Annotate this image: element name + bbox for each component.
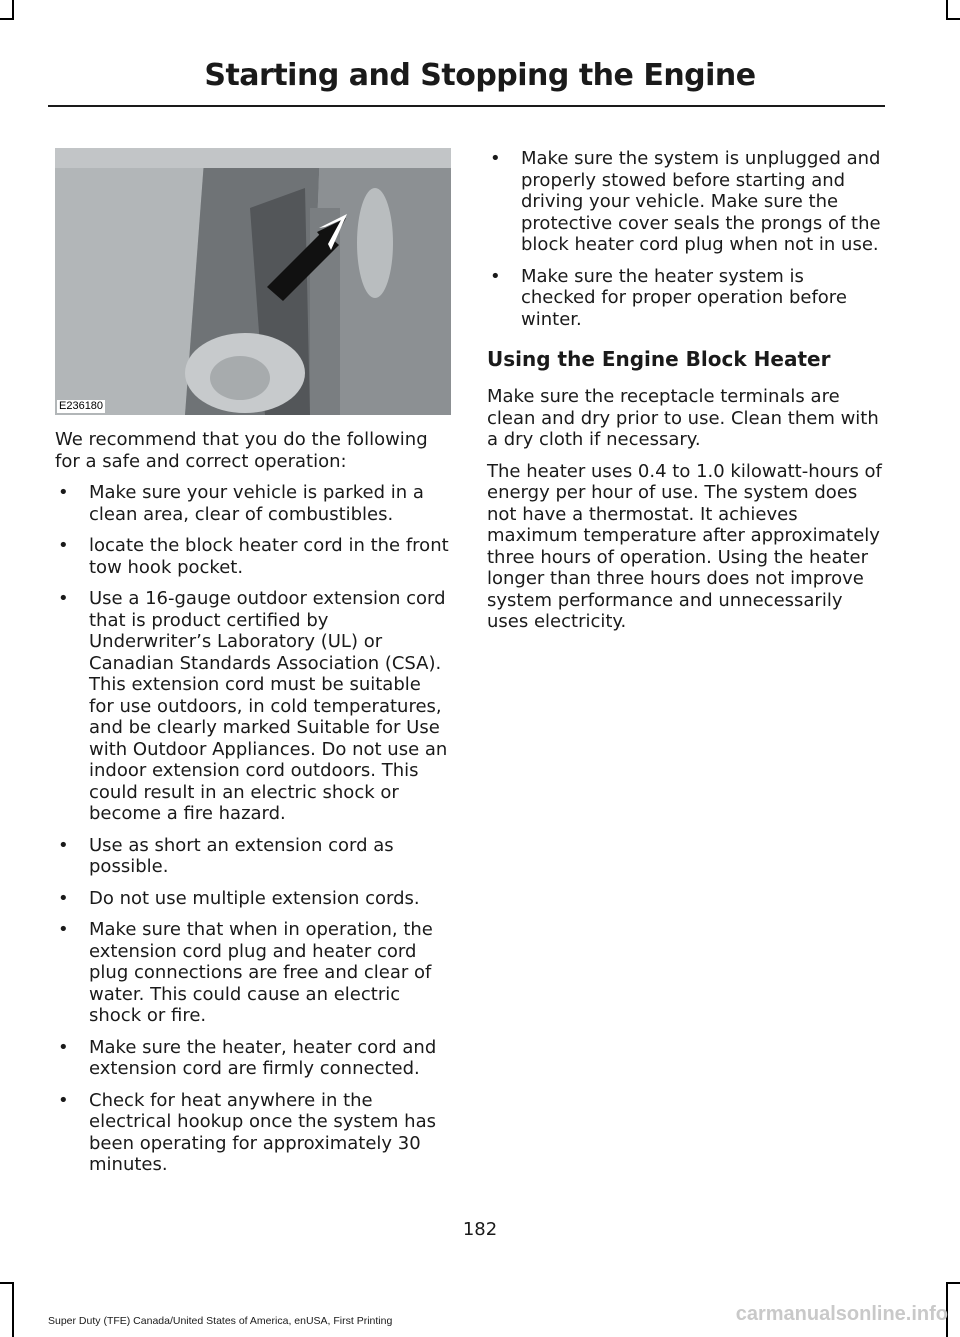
figure-code-label: E236180 <box>59 400 104 412</box>
bullet-icon: • <box>58 588 69 609</box>
list-item: • locate the block heater cord in the front tow hook pocket. <box>58 535 449 578</box>
edition-footer: Super Duty (TFE) Canada/United States of America, enUSA, First Printing <box>48 1315 393 1327</box>
crop-mark-top-left-v <box>12 0 14 20</box>
list-item: • Check for heat anywhere in the electrical hookup once the system has been operating for approximately 30 minutes. <box>58 1089 437 1175</box>
crop-mark-bottom-right-h <box>946 1282 960 1284</box>
bullet-icon: • <box>58 1036 69 1058</box>
bullet-icon: • <box>58 1089 69 1111</box>
intro-paragraph: We recommend that you do the following for a safe and correct operation: <box>55 429 428 472</box>
vehicle-front-illustration <box>55 148 451 415</box>
bullet-icon: • <box>58 482 69 503</box>
bullet-icon: • <box>58 834 69 856</box>
heater-cord-figure <box>55 148 451 415</box>
bullet-icon: • <box>58 535 69 556</box>
safety-bullet-list <box>55 482 451 1176</box>
bullet-icon: • <box>58 887 69 909</box>
crop-mark-top-right-v <box>946 0 948 20</box>
list-item: • Make sure the heater system is checked for proper operation before winter. <box>490 265 847 330</box>
right-column <box>487 148 882 643</box>
page-number: 182 <box>462 1219 498 1240</box>
body-paragraph: Make sure the receptacle terminals are clean and dry prior to use. Clean them with a dry cloth if necessary. <box>487 386 879 450</box>
body-paragraph: The heater uses 0.4 to 1.0 kilowatt-hours of energy per hour of use. The system does not have a thermostat. It achieves maximum temperature after approximately three hours of operation. Using the heater longer than three hours does not improve system performance and unnecessarily uses electricity. <box>487 460 882 632</box>
bullet-icon: • <box>58 919 69 940</box>
list-item: • Make sure your vehicle is parked in a clean area, clear of combustibles. <box>58 482 424 525</box>
stowage-bullet-list <box>487 148 882 330</box>
left-column <box>55 148 451 1186</box>
list-item: • Do not use multiple extension cords. <box>58 887 420 909</box>
bullet-icon: • <box>490 148 501 169</box>
crop-mark-top-left-h <box>0 18 14 20</box>
list-item: • Use as short an extension cord as possible. <box>58 834 394 877</box>
list-item: • Make sure the heater, heater cord and extension cord are firmly connected. <box>58 1036 437 1079</box>
list-item: • Make sure the system is unplugged and properly stowed before starting and driving your vehicle. Make sure the protective cover seals the prongs of the block heater cord plug when not in use. <box>490 148 881 255</box>
crop-mark-top-right-h <box>946 18 960 20</box>
watermark: carmanualsonline.info <box>735 1303 948 1325</box>
section-heading: Using the Engine Block Heater <box>487 347 831 371</box>
crop-mark-bottom-left-h <box>0 1282 14 1284</box>
page-title: Starting and Stopping the Engine <box>204 58 756 93</box>
header-divider <box>48 105 885 107</box>
bullet-icon: • <box>490 265 501 287</box>
list-item: • Use a 16-gauge outdoor extension cord that is product certified by Underwriter’s Laboratory (UL) or Canadian Standards Association (CSA). This extension cord must be suitable for use outdoors, in cold temperatures, and be clearly marked Suitable for Use with Outdoor Appliances. Do not use an indoor extension cord outdoors. This could result in an electric shock or become a fire hazard. <box>58 588 448 824</box>
list-item: • Make sure that when in operation, the extension cord plug and heater cord plug connections are free and clear of water. This could cause an electric shock or fire. <box>58 919 433 1026</box>
crop-mark-bottom-left-v <box>12 1282 14 1337</box>
